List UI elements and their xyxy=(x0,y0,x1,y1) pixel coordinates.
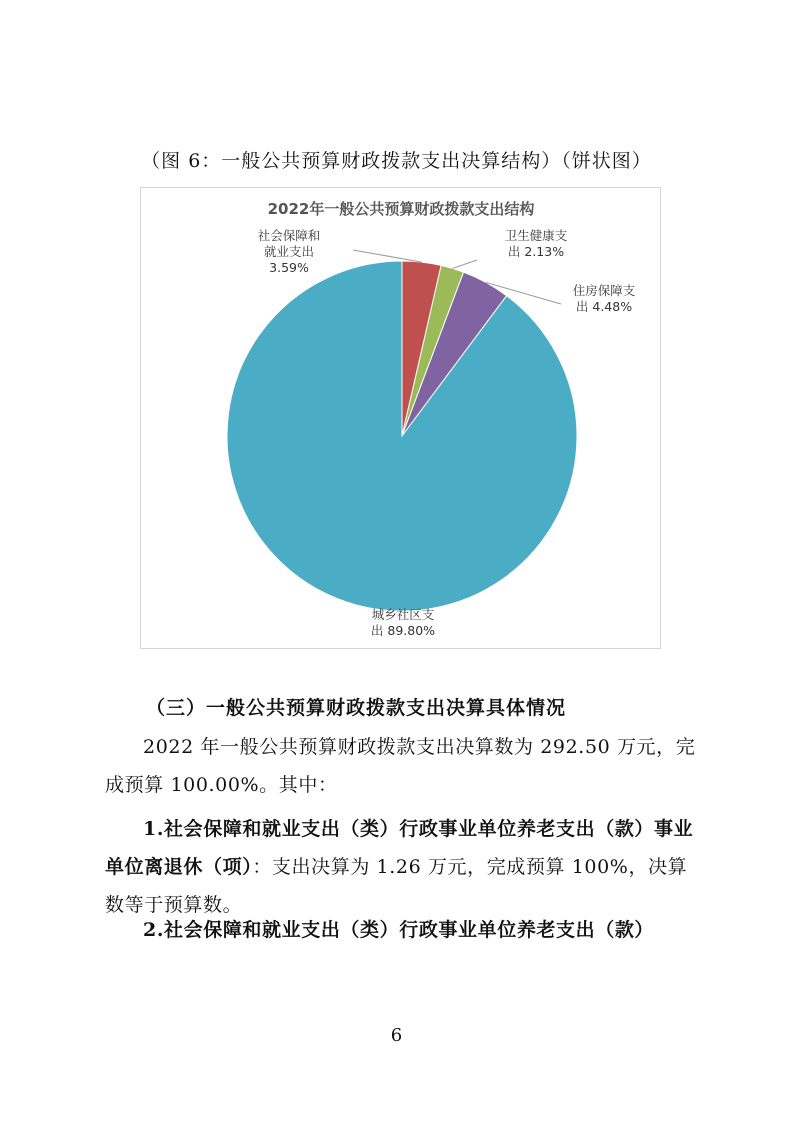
slice-label xyxy=(573,283,636,314)
page-number: 6 xyxy=(390,1025,403,1046)
figure-caption: （图 6：一般公共预算财政拨款支出决算结构）（饼状图） xyxy=(141,150,652,172)
chart-title: 2022年一般公共预算财政拨款支出结构 xyxy=(267,200,535,218)
slice-label-line: 社会保障和 xyxy=(257,228,321,243)
slice-label xyxy=(258,228,321,275)
slice-label xyxy=(371,607,435,638)
slice-label-line: 出 4.48% xyxy=(575,299,633,314)
pie-chart xyxy=(140,187,661,649)
slice-label-line: 住房保障支 xyxy=(572,283,636,298)
section-heading: （三）一般公共预算财政拨款支出决算具体情况 xyxy=(146,697,567,719)
item-1-text: ：支出决算为 1.26 万元，完成预算 100%，决算数等于预算数。 xyxy=(105,856,688,916)
slice-label-line: 出 2.13% xyxy=(507,244,565,259)
leader-line xyxy=(452,260,477,268)
leader-line xyxy=(353,250,422,262)
slice-label-line: 3.59% xyxy=(269,260,309,275)
slice-label-line: 卫生健康支 xyxy=(504,228,568,243)
slice-label-line: 就业支出 xyxy=(263,244,315,259)
pie-slice xyxy=(227,261,577,611)
item-2-heading: 2.社会保障和就业支出（类）行政事业单位养老支出（款） xyxy=(143,919,655,941)
slice-label-line: 城乡社区支 xyxy=(371,607,435,622)
paragraph-item-1 xyxy=(105,810,700,924)
item-1-heading: 1.社会保障和就业支出（类）行政事业单位养老支出（款）事业单位离退休（项） xyxy=(105,818,694,878)
slice-label xyxy=(505,228,568,259)
pie-chart-canvas xyxy=(141,188,662,650)
slice-label-line: 出 89.80% xyxy=(370,623,436,638)
paragraph-summary: 2022 年一般公共预算财政拨款支出决算数为 292.50 万元，完成预算 100.00%。其中： xyxy=(105,736,696,796)
paragraph-item-2 xyxy=(105,911,700,949)
